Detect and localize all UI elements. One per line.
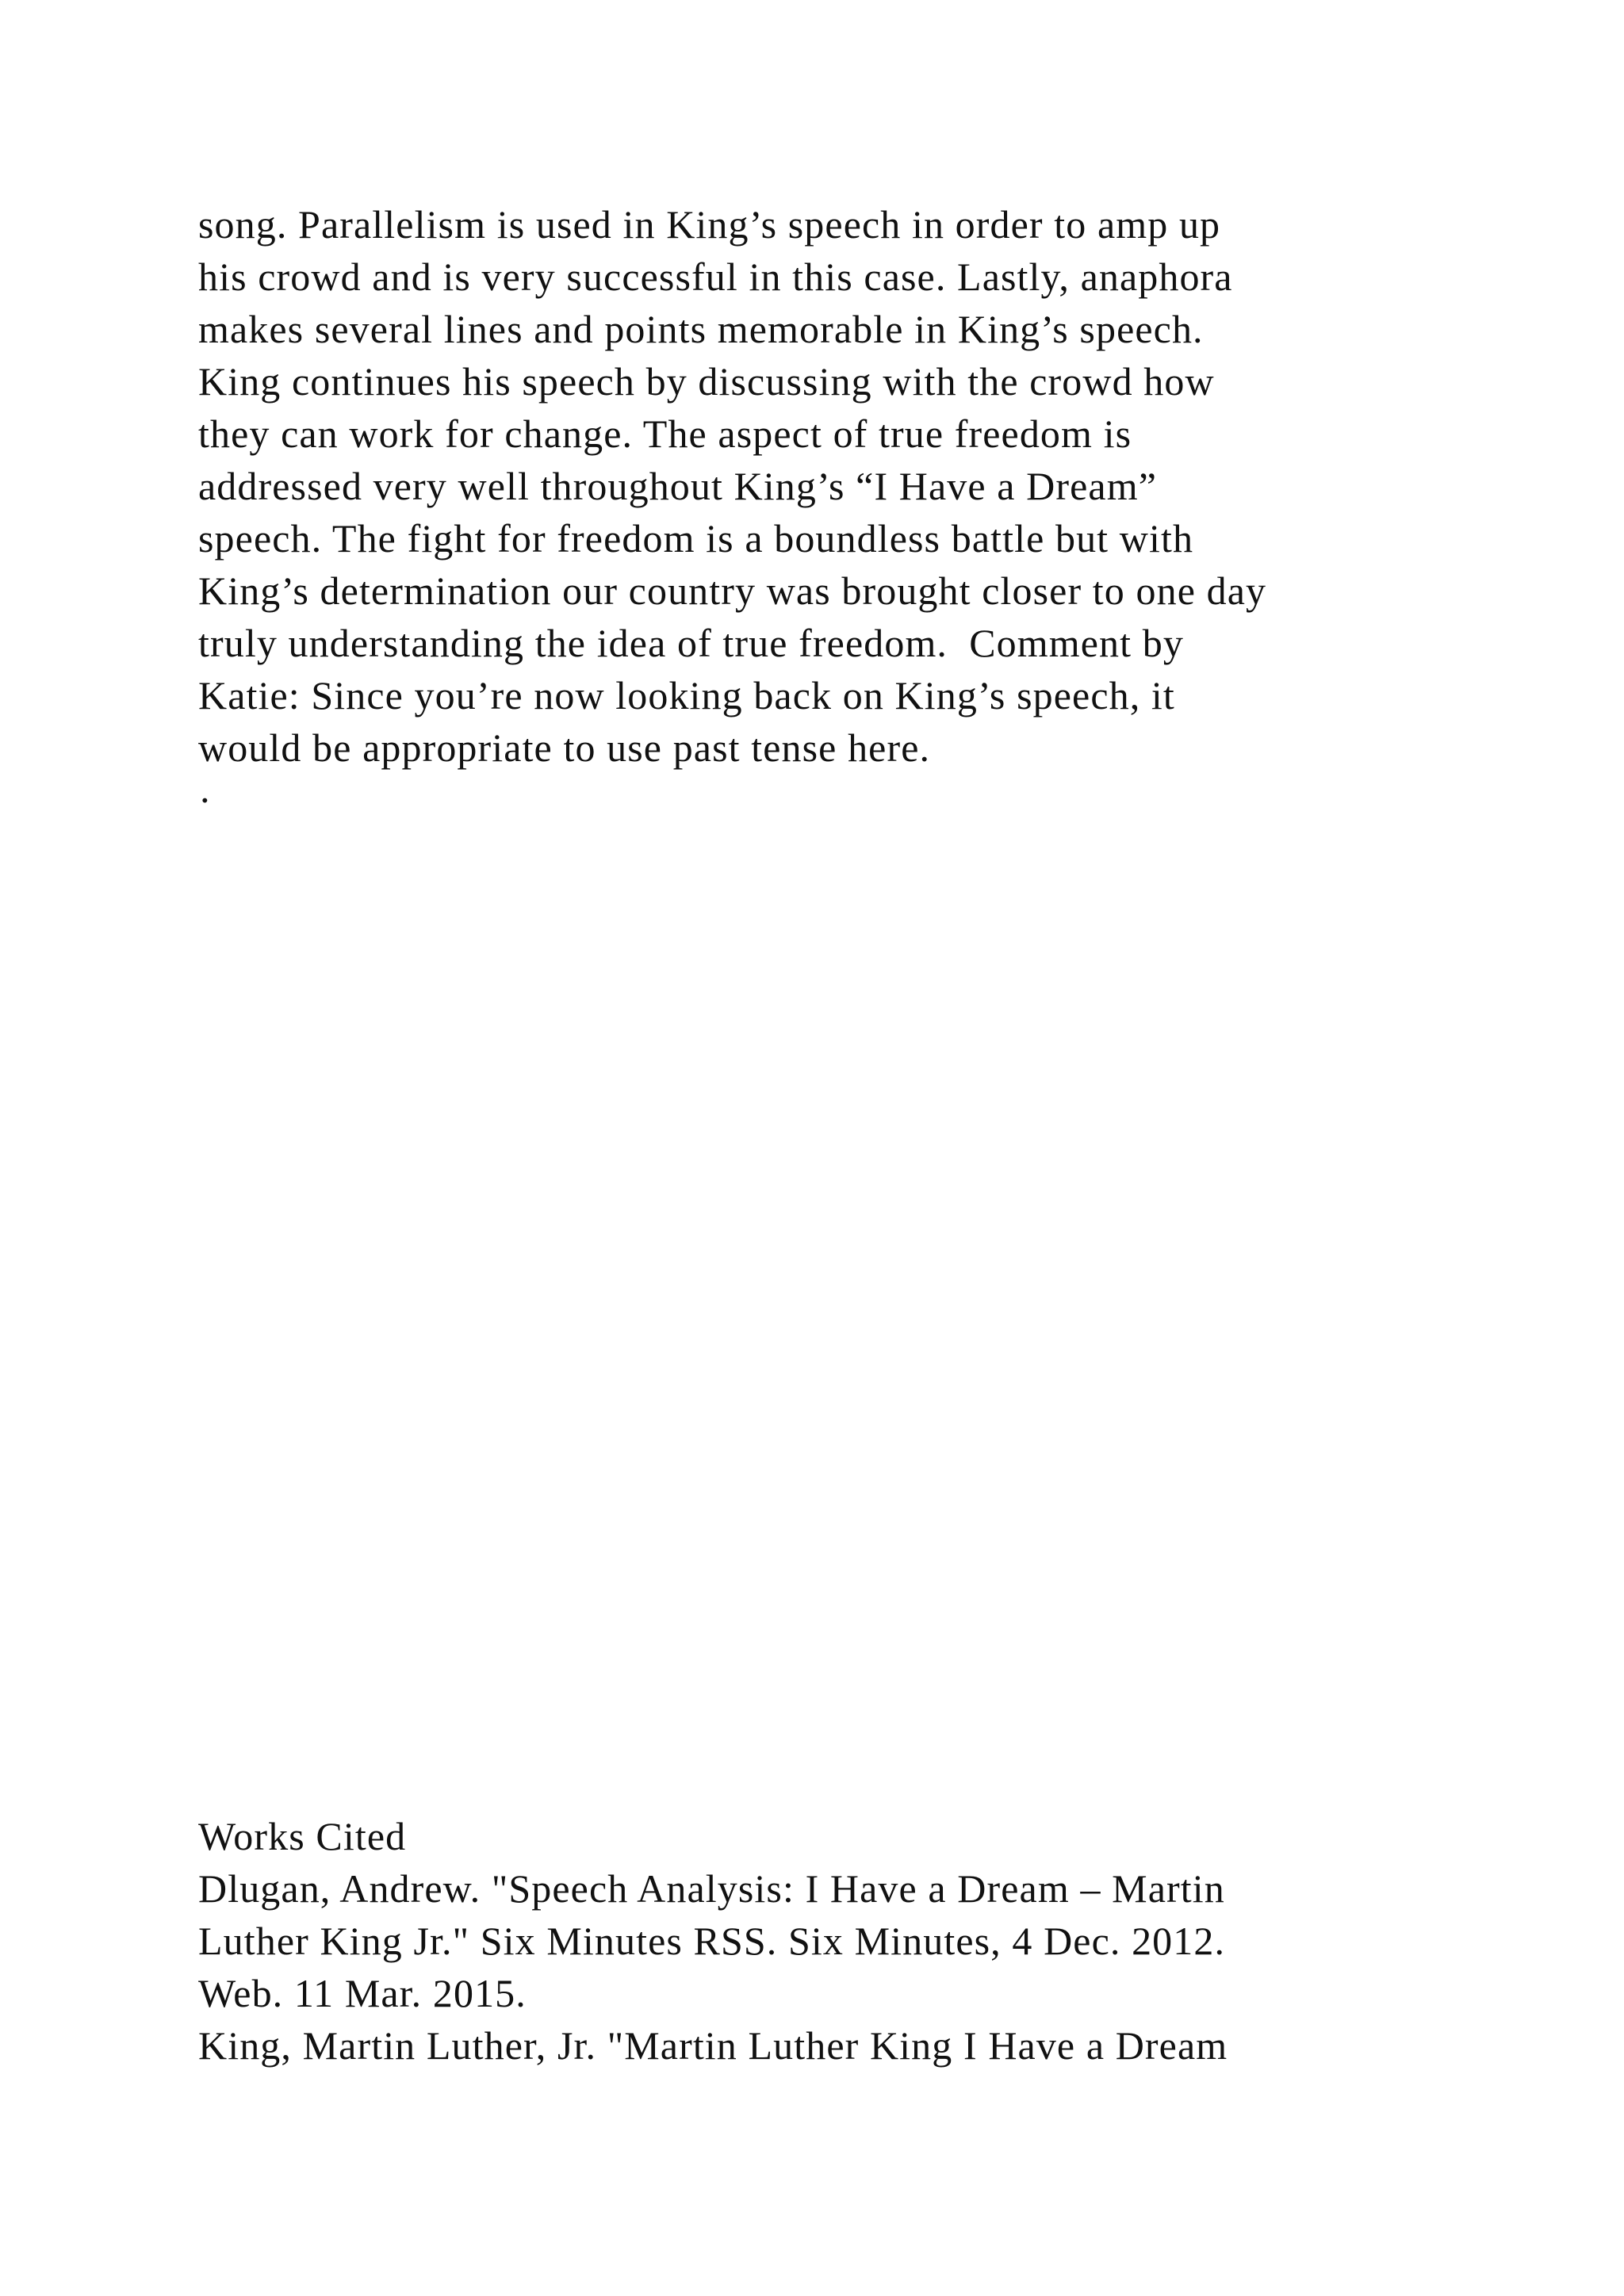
body-line: makes several lines and points memorable in King’s speech. [198,307,1204,351]
body-line: speech. The fight for freedom is a boundless battle but with [198,516,1194,561]
body-line: addressed very well throughout King’s “I Have a Dream” [198,464,1158,508]
citation-line: Luther King Jr." Six Minutes RSS. Six Minutes, 4 Dec. 2012. [198,1919,1226,1963]
comment-text-line: Katie: Since you’re now looking back on King’s speech, it [198,673,1175,718]
comment-text-line: would be appropriate to use past tense here. [198,725,931,770]
body-paragraph [198,198,1546,826]
body-line: song. Parallelism is used in King’s speech in order to amp up [198,202,1221,247]
body-line: King continues his speech by discussing with the crowd how [198,359,1215,404]
works-cited-section [198,1810,1546,2072]
body-line-comment-start: truly understanding the idea of true freedom. Comment by [198,621,1184,665]
bullet-dot: · [198,778,213,822]
body-line: King’s determination our country was brought closer to one day [198,568,1267,613]
body-line: his crowd and is very successful in this case. Lastly, anaphora [198,254,1233,299]
citation-line: Dlugan, Andrew. "Speech Analysis: I Have a Dream – Martin [198,1866,1225,1911]
works-cited-heading: Works Cited [198,1814,407,1858]
citation-line: King, Martin Luther, Jr. "Martin Luther King I Have a Dream [198,2023,1228,2068]
citation-line: Web. 11 Mar. 2015. [198,1971,527,2015]
body-line: they can work for change. The aspect of true freedom is [198,411,1132,456]
